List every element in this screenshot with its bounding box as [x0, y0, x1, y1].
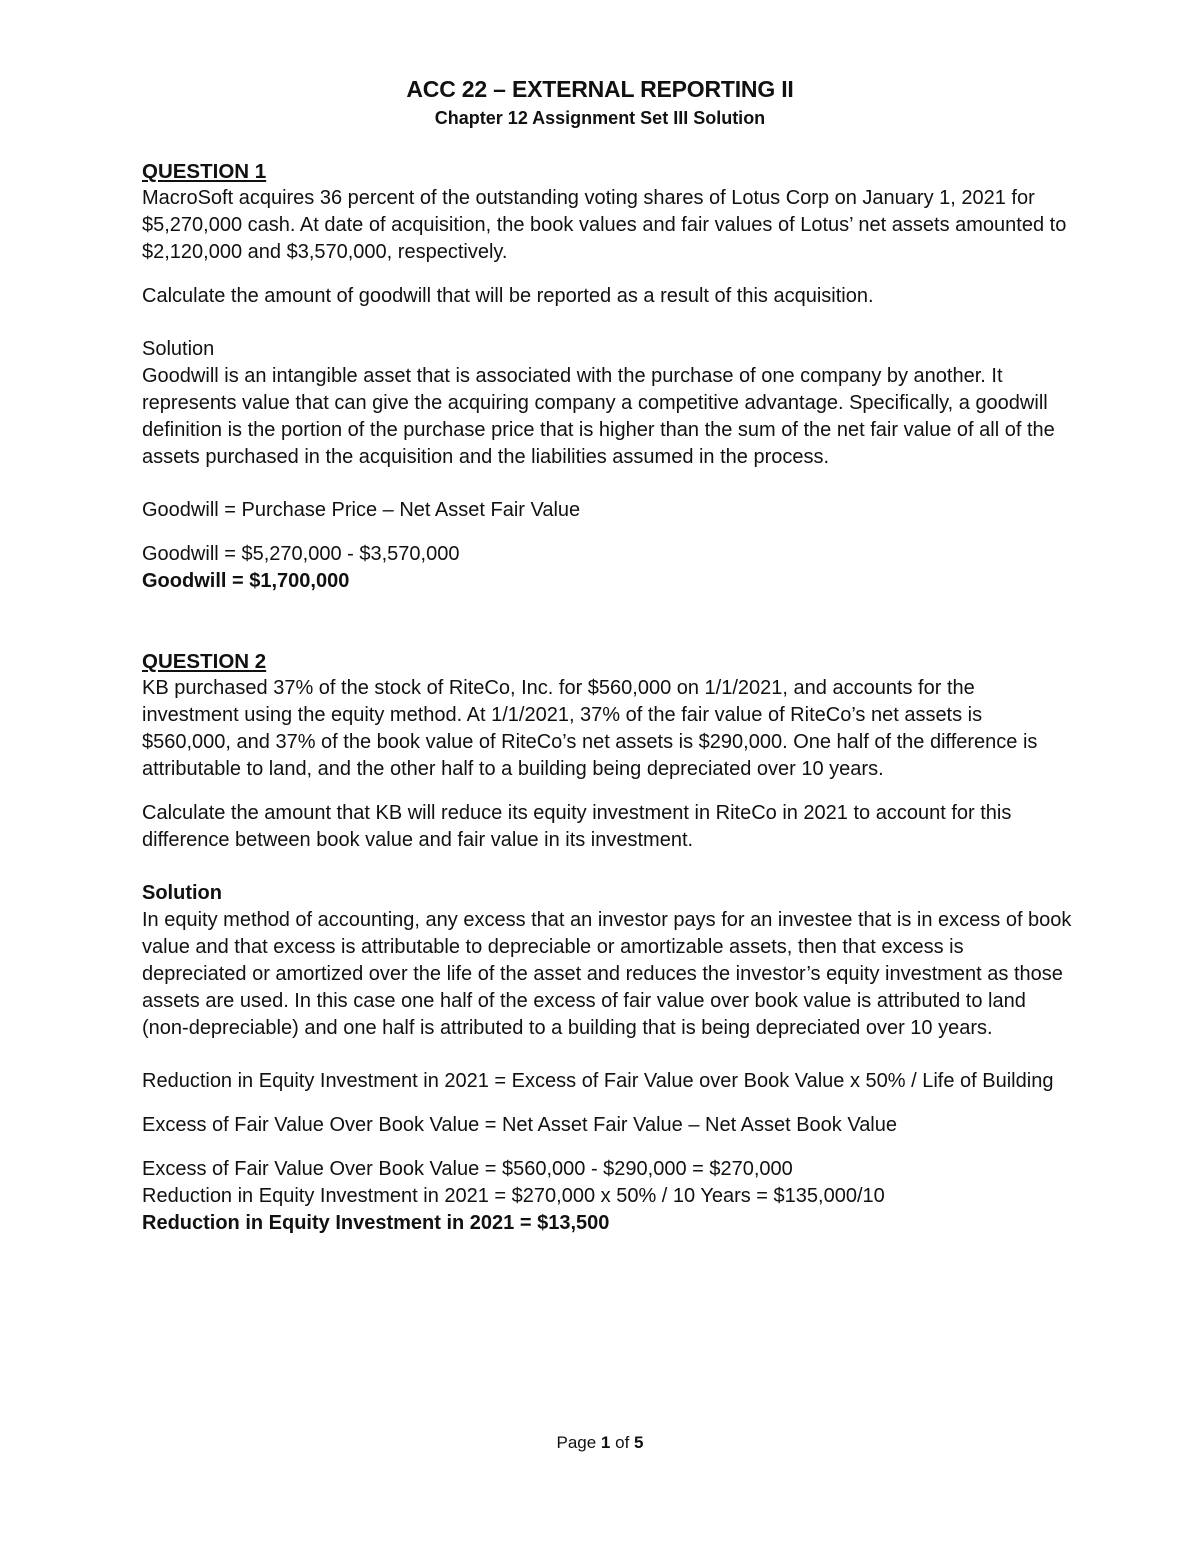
question-1-formula: Goodwill = Purchase Price – Net Asset Fair Value	[142, 499, 581, 521]
question-1-question: Calculate the amount of goodwill that will be reported as a result of this acquisition.	[142, 285, 874, 307]
question-2-heading: QUESTION 2	[142, 650, 267, 673]
question-1-solution-label: Solution	[142, 338, 215, 360]
question-2-problem: KB purchased 37% of the stock of RiteCo, Inc. for $560,000 on 1/1/2021, and accounts for the investment using the equity method. At 1/1/2021, 37% of the fair value of RiteCo’s net assets is $560,000, and 37% of the book value of RiteCo’s net assets is $290,000. One half of the difference is attributable to land, and the other half to a building being depreciated over 10 years.	[142, 677, 1038, 780]
question-2-question: Calculate the amount that KB will reduce its equity investment in RiteCo in 2021 to account for this difference between book value and fair value in its investment.	[142, 802, 1012, 851]
question-1-answer: Goodwill = $1,700,000	[142, 570, 350, 592]
question-2-solution-label: Solution	[142, 882, 222, 904]
page-footer	[0, 1432, 1200, 1454]
question-2-computation-2: Reduction in Equity Investment in 2021 = $270,000 x 50% / 10 Years = $135,000/10	[142, 1185, 885, 1207]
question-1-heading: QUESTION 1	[142, 160, 267, 183]
question-1-explanation: Goodwill is an intangible asset that is associated with the purchase of one company by another. It represents value that can give the acquiring company a competitive advantage. Specifically, a goodwill definition is the portion of the purchase price that is higher than the sum of the net fair value of all of the assets purchased in the acquisition and the liabilities assumed in the process.	[142, 365, 1055, 468]
question-2-explanation: In equity method of accounting, any excess that an investor pays for an investee that is in excess of book value and that excess is attributable to depreciable or amortizable assets, then that excess is depreciated or amortized over the life of the asset and reduces the investor’s equity investment as those assets are used. In this case one half of the excess of fair value over book value is attributed to land (non-depreciable) and one half is attributed to a building that is being depreciated over 10 years.	[142, 909, 1072, 1039]
page-current-number: 1	[600, 1433, 611, 1452]
page-of-label: of	[615, 1433, 630, 1452]
document-header	[0, 74, 1200, 132]
document-body	[142, 158, 1072, 1237]
page-label: Page	[556, 1433, 597, 1452]
question-1-computation: Goodwill = $5,270,000 - $3,570,000	[142, 543, 460, 565]
question-2-section	[142, 648, 1072, 1237]
page-total-number: 5	[634, 1433, 644, 1452]
question-2-formula-1: Reduction in Equity Investment in 2021 = Excess of Fair Value over Book Value x 50% / Life of Building	[142, 1070, 1054, 1092]
question-1-section	[142, 158, 1072, 595]
question-1-problem: MacroSoft acquires 36 percent of the outstanding voting shares of Lotus Corp on January 1, 2021 for $5,270,000 cash. At date of acquisition, the book values and fair values of Lotus’ net assets amounted to $2,120,000 and $3,570,000, respectively.	[142, 187, 1067, 263]
document-subtitle: Chapter 12 Assignment Set III Solution	[434, 108, 766, 128]
question-2-formula-2: Excess of Fair Value Over Book Value = Net Asset Fair Value – Net Asset Book Value	[142, 1114, 897, 1136]
question-2-answer: Reduction in Equity Investment in 2021 = $13,500	[142, 1212, 610, 1234]
document-title: ACC 22 – EXTERNAL REPORTING II	[406, 76, 794, 102]
question-2-computation-1: Excess of Fair Value Over Book Value = $560,000 - $290,000 = $270,000	[142, 1158, 793, 1180]
